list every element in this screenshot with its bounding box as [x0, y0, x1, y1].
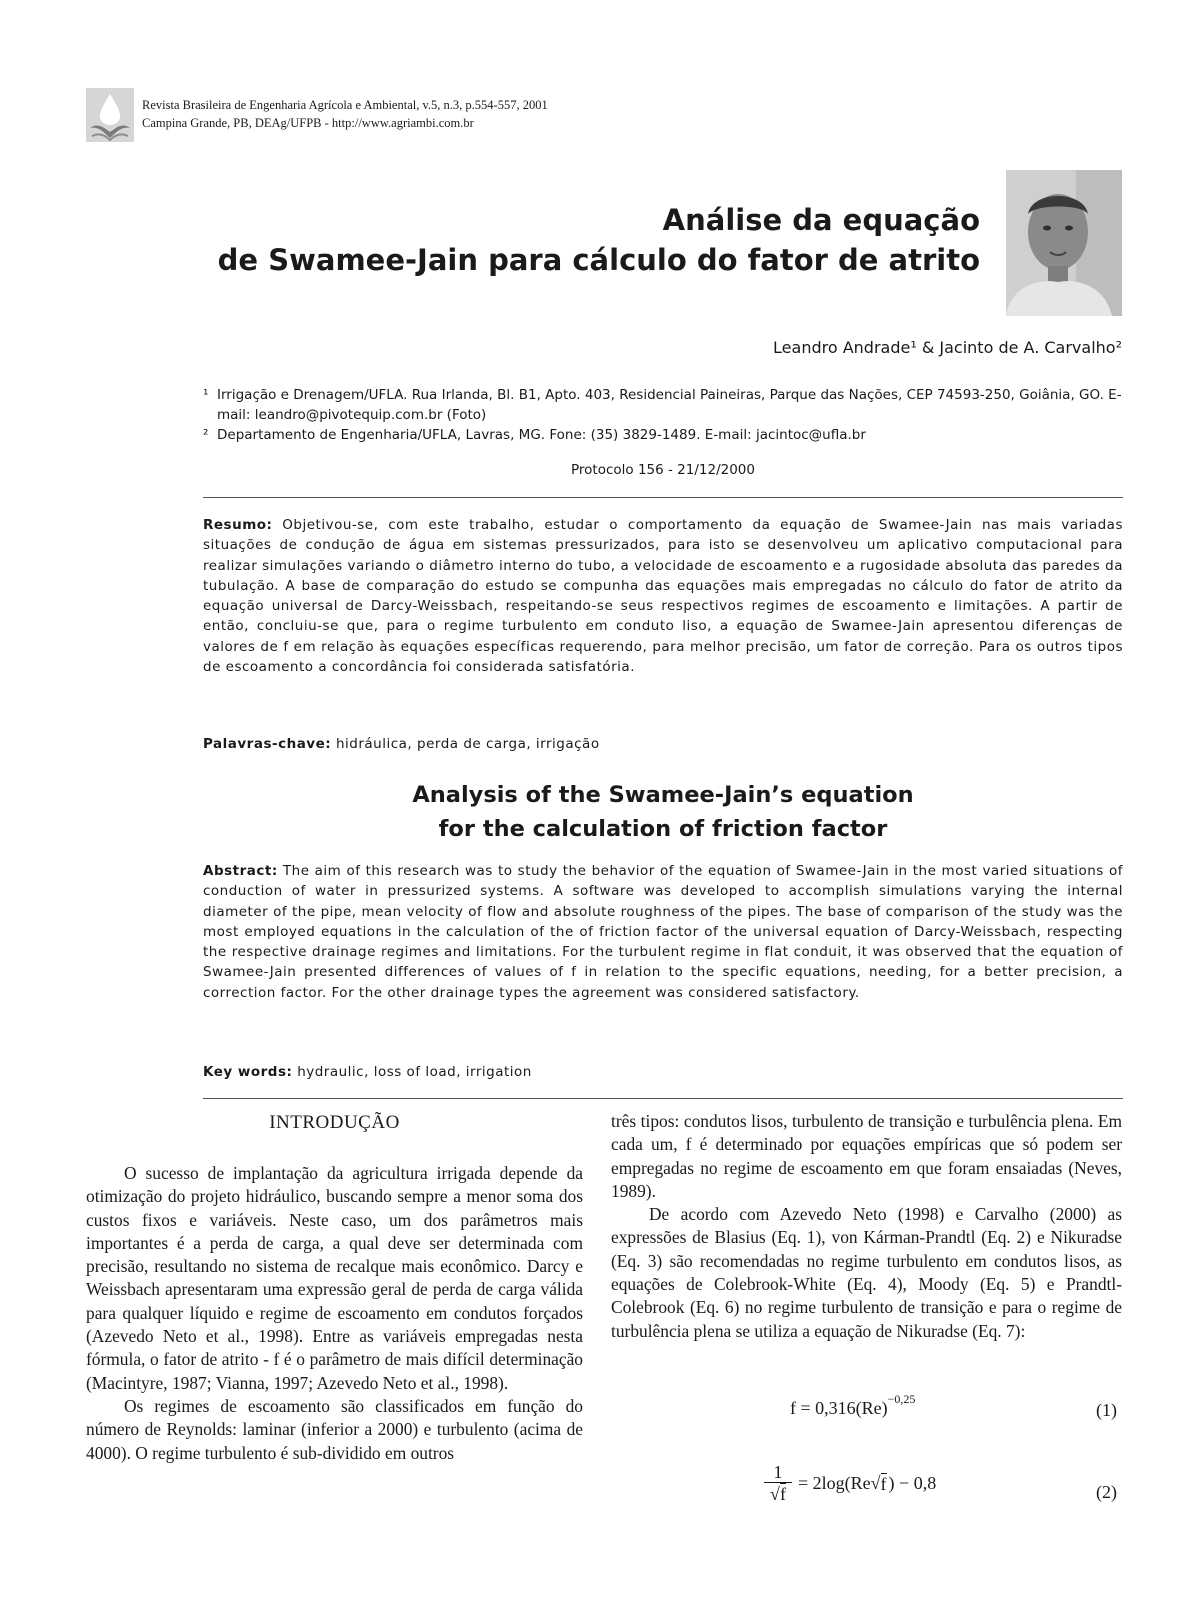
key-words-label: Key words:: [203, 1064, 293, 1080]
affiliations: [203, 385, 1123, 445]
english-title-line-1: Analysis of the Swamee-Jain’s equation: [412, 782, 914, 808]
title-line-1: Análise da equação: [662, 203, 980, 237]
equation-2-rhs-b: f: [880, 1473, 887, 1494]
abstract-label: Abstract:: [203, 863, 278, 879]
affiliation-2: [203, 425, 1123, 445]
equation-1-body: f = 0,316(Re): [790, 1398, 888, 1418]
journal-location: Campina Grande, PB, DEAg/UFPB - http://www.agriambi.com.br: [142, 116, 474, 130]
fraction-numerator: 1: [773, 1462, 783, 1482]
english-title-line-2: for the calculation of friction factor: [438, 816, 888, 842]
equation-2: [764, 1462, 936, 1505]
left-column: [86, 1162, 583, 1465]
palavras-chave: [203, 734, 1123, 754]
fraction-denominator: √f: [770, 1484, 786, 1504]
equation-2-rhs-c: ) − 0,8: [888, 1473, 937, 1493]
sqrt-symbol: √: [870, 1473, 881, 1493]
key-words-text: hydraulic, loss of load, irrigation: [297, 1064, 532, 1080]
equation-1: [790, 1392, 916, 1419]
protocol-number: Protocolo 156 - 21/12/2000: [571, 462, 755, 478]
palavras-chave-text: hidráulica, perda de carga, irrigação: [335, 736, 600, 752]
resumo-text: Objetivou-se, com este trabalho, estudar o comportamento da equação de Swamee-Jain nas mais variadas situações de condução de água em sistemas pressurizados, para isto se desenvolveu um aplicativo computacional para realizar simulações variando o diâmetro interno do tubo, a velocidade de escoamento e a rugosidade absoluta das paredes da tubulação. A base de comparação do estudo se compunha das equações mais empregadas no cálculo do fator de atrito da equação universal de Darcy-Weissbach, respeitando-se seus respectivos regimes de escoamento e limitações. A partir de então, concluiu-se que, para o regime turbulento em conduto liso, a equação de Swamee-Jain apresentou diferenças de valores de f em relação às equações específicas requerendo, para melhor precisão, um fator de correção. Para os outros tipos de escoamento a concordância foi considerada satisfatória.: [203, 517, 1123, 676]
journal-citation: Revista Brasileira de Engenharia Agrícola e Ambiental, v.5, n.3, p.554-557, 2001: [142, 98, 548, 112]
affiliation-text: Irrigação e Drenagem/UFLA. Rua Irlanda, Bl. B1, Apto. 403, Residencial Paineiras, Parque das Nações, CEP 74593-250, Goiânia, GO. E-mail: leandro@pivotequip.com.br (Foto): [217, 387, 1122, 423]
equation-2-fraction: [764, 1462, 792, 1505]
affiliation-number: ¹: [203, 387, 209, 403]
divider: [203, 1098, 1123, 1099]
article-title: [160, 200, 980, 280]
abstract: [203, 861, 1123, 1003]
equation-1-exponent: −0,25: [887, 1392, 916, 1406]
title-line-2: de Swamee-Jain para cálculo do fator de atrito: [217, 243, 980, 277]
affiliation-1: [203, 385, 1123, 425]
paragraph: De acordo com Azevedo Neto (1998) e Carvalho (2000) as expressões de Blasius (Eq. 1), von Kárman-Prandtl (Eq. 2) e Nikuradse (Eq. 3) são recomendadas no regime turbulento em condutos lisos, as equações de Colebrook-White (Eq. 4), Moody (Eq. 5) e Prandtl-Colebrook (Eq. 6) no regime turbulento de transição e para o regime de turbulência plena se utiliza a equação de Nikuradse (Eq. 7):: [611, 1204, 1122, 1341]
abstract-text: The aim of this research was to study the behavior of the equation of Swamee-Jain in the most varied situations of conduction of water in pressurized systems. A software was developed to accomplish simulations varying the internal diameter of the pipe, mean velocity of flow and absolute roughness of the pipes. The base of comparison of the study was the most employed equations in the calculation of the of friction factor of the universal equation of Darcy-Weissbach, respecting the respective drainage regimes and limitations. For the turbulent regime in flat conduit, it was observed that the equation of Swamee-Jain presented differences of values of f in relation to the specific equations, needing, for a better precision, a correction factor. For the other drainage types the agreement was considered satisfactory.: [203, 863, 1123, 1001]
affiliation-number: ²: [203, 427, 209, 443]
resumo-label: Resumo:: [203, 517, 273, 533]
paragraph: O sucesso de implantação da agricultura irrigada depende da otimização do projeto hidráulico, buscando sempre a menor soma dos custos fixos e variáveis. Neste caso, um dos parâmetros mais importantes é a perda de carga, a qual deve ser determinada com precisão, resultando no sistema de recalque mais econômico. Darcy e Weissbach apresentaram uma expressão geral de perda de carga válida para qualquer líquido e regime de escoamento em condutos forçados (Azevedo Neto et al., 1998). Entre as variáveis empregadas nesta fórmula, o fator de atrito - f é o parâmetro de mais difícil determinação (Macintyre, 1987; Vianna, 1997; Azevedo Neto et al., 1998).: [86, 1163, 583, 1393]
resumo: [203, 515, 1123, 677]
paragraph: Os regimes de escoamento são classificados em função do número de Reynolds: laminar (inferior a 2000) e turbulento (acima de 4000). O regime turbulento é sub-dividido em outros: [86, 1395, 583, 1463]
divider: [203, 497, 1123, 498]
radicand: f: [779, 1484, 786, 1504]
affiliation-text: Departamento de Engenharia/UFLA, Lavras, MG. Fone: (35) 3829-1489. E-mail: jacintoc@ufla.br: [217, 427, 866, 443]
equation-2-number: (2): [1096, 1482, 1117, 1502]
section-heading: INTRODUÇÃO: [269, 1112, 400, 1133]
authors: Leandro Andrade¹ & Jacinto de A. Carvalho²: [773, 338, 1122, 357]
equation-1-number: (1): [1096, 1400, 1117, 1420]
english-title: [203, 778, 1123, 846]
palavras-chave-label: Palavras-chave:: [203, 736, 332, 752]
paragraph: três tipos: condutos lisos, turbulento de transição e turbulência plena. Em cada um, f é determinado por equações empíricas que só podem ser empregadas no regime de escoamento em que foram ensaiadas (Neves, 1989).: [611, 1111, 1122, 1201]
author-photo: [1006, 170, 1122, 316]
equation-2-rhs-a: = 2log(Re: [798, 1473, 871, 1493]
journal-logo: [86, 88, 134, 142]
key-words: [203, 1062, 1123, 1082]
right-column: [611, 1110, 1122, 1343]
